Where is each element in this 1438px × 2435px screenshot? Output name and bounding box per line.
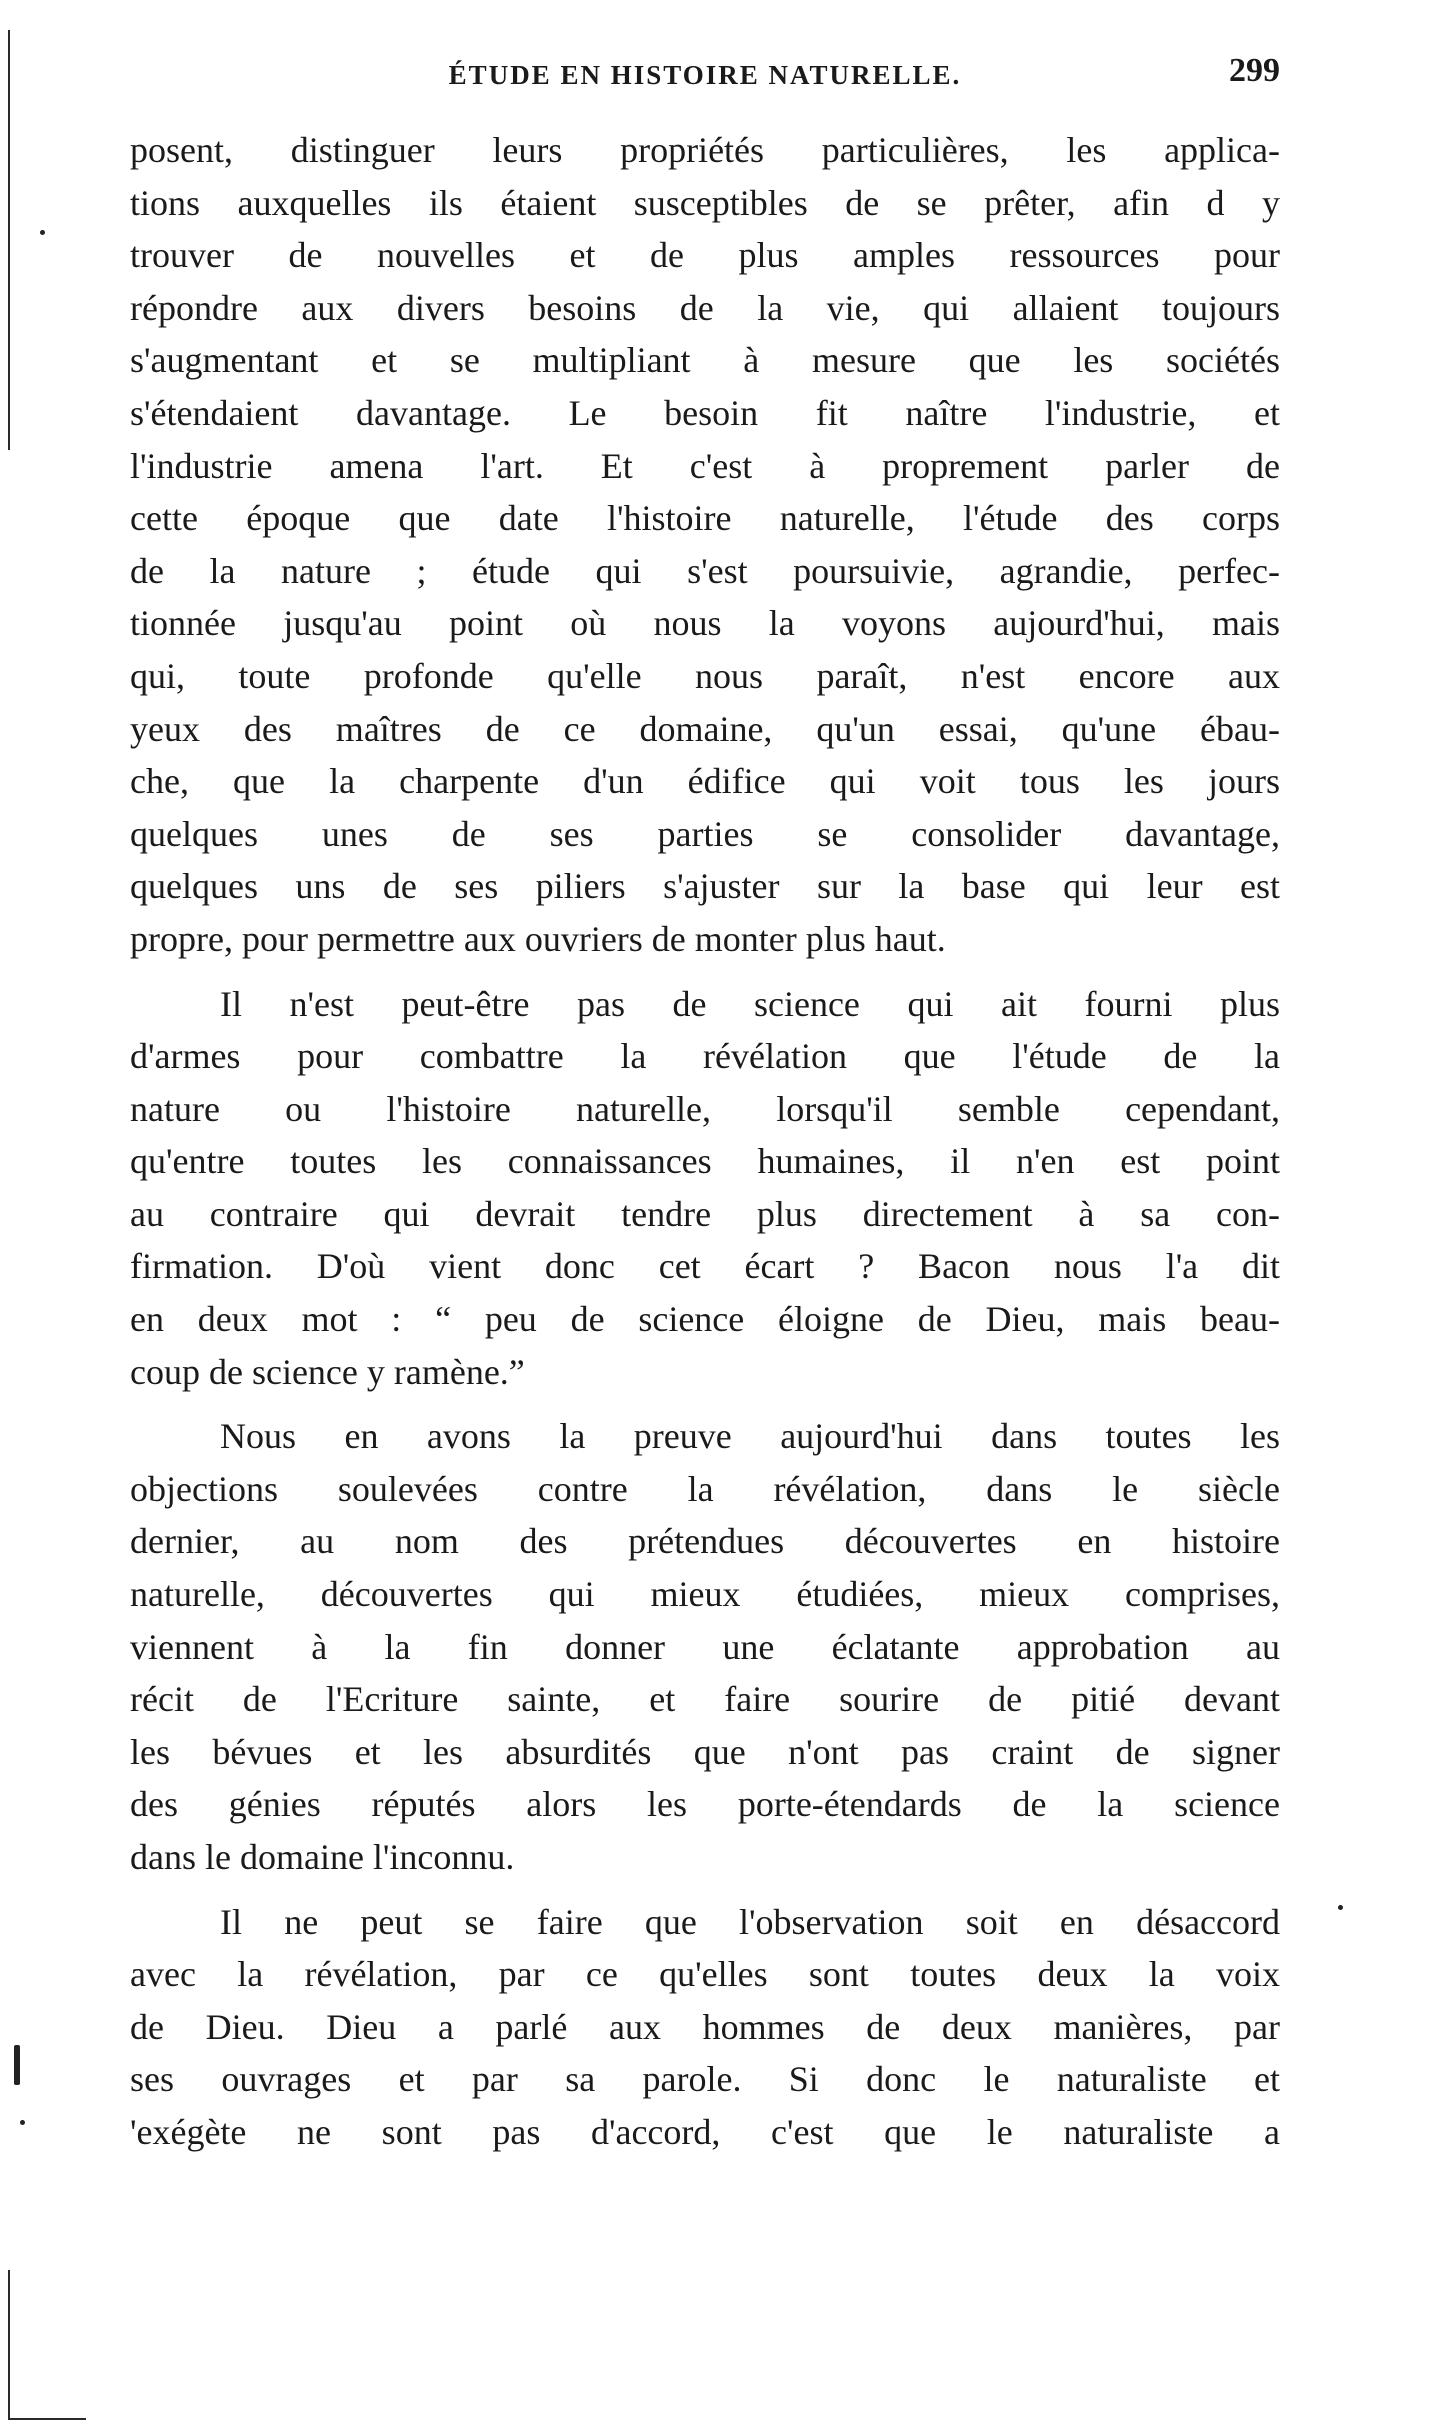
text-line: au contraire qui devrait tendre plus directement à sa con- bbox=[130, 1193, 1280, 1234]
text-line: des génies réputés alors les porte-étendards de la science bbox=[130, 1784, 1280, 1825]
text-line: dernier, au nom des prétendues découvertes en histoire bbox=[130, 1521, 1280, 1562]
text-line: nature ou l'histoire naturelle, lorsqu'il semble cependant, bbox=[130, 1088, 1280, 1129]
text-line: quelques unes de ses parties se consolider davantage, bbox=[130, 813, 1280, 854]
running-head bbox=[130, 52, 1280, 98]
text-line: s'étendaient davantage. Le besoin fit naître l'industrie, et bbox=[130, 392, 1280, 433]
scan-margin-line bbox=[8, 30, 10, 450]
paragraph-4 bbox=[130, 1896, 1280, 2159]
text-line: ses ouvrages et par sa parole. Si donc le naturaliste et bbox=[130, 2059, 1280, 2100]
text-line: en deux mot : “ peu de science éloigne de Dieu, mais beau- bbox=[130, 1299, 1280, 1340]
text-line: de Dieu. Dieu a parlé aux hommes de deux manières, par bbox=[130, 2006, 1280, 2047]
text-line: firmation. D'où vient donc cet écart ? Bacon nous l'a dit bbox=[130, 1246, 1280, 1287]
scan-margin-line-bottom bbox=[8, 2270, 10, 2420]
text-line: yeux des maîtres de ce domaine, qu'un essai, qu'une ébau- bbox=[130, 708, 1280, 749]
paragraph-2 bbox=[130, 978, 1280, 1399]
text-line: propre, pour permettre aux ouvriers de monter plus haut. bbox=[130, 918, 946, 959]
paragraph-3 bbox=[130, 1410, 1280, 1883]
text-line: répondre aux divers besoins de la vie, qui allaient toujours bbox=[130, 287, 1280, 328]
text-line: coup de science y ramène.” bbox=[130, 1351, 525, 1392]
page-number: 299 bbox=[1229, 52, 1280, 89]
text-line: d'armes pour combattre la révélation que l'étude de la bbox=[130, 1036, 1280, 1077]
text-line: l'industrie amena l'art. Et c'est à proprement parler de bbox=[130, 445, 1280, 486]
running-title: ÉTUDE EN HISTOIRE NATURELLE. bbox=[448, 60, 962, 90]
text-line: trouver de nouvelles et de plus amples ressources pour bbox=[130, 235, 1280, 276]
text-line: tionnée jusqu'au point où nous la voyons aujourd'hui, mais bbox=[130, 603, 1280, 644]
text-line: cette époque que date l'histoire naturelle, l'étude des corps bbox=[130, 498, 1280, 539]
paragraph-1 bbox=[130, 124, 1280, 966]
text-line: dans le domaine l'inconnu. bbox=[130, 1837, 515, 1877]
text-line: Il ne peut se faire que l'observation soit en désaccord bbox=[220, 1901, 1280, 1942]
text-line: 'exégète ne sont pas d'accord, c'est que le naturaliste a bbox=[130, 2111, 1280, 2152]
text-line: naturelle, découvertes qui mieux étudiées, mieux comprises, bbox=[130, 1574, 1280, 1615]
scan-speck bbox=[14, 2045, 20, 2085]
text-line: s'augmentant et se multipliant à mesure que les sociétés bbox=[130, 340, 1280, 381]
text-line: che, que la charpente d'un édifice qui voit tous les jours bbox=[130, 761, 1280, 802]
text-line: viennent à la fin donner une éclatante approbation au bbox=[130, 1626, 1280, 1667]
body-text bbox=[130, 124, 1280, 2159]
text-line: qu'entre toutes les connaissances humaines, il n'en est point bbox=[130, 1141, 1280, 1182]
text-line: de la nature ; étude qui s'est poursuivie, agrandie, perfec- bbox=[130, 550, 1280, 591]
text-line: quelques uns de ses piliers s'ajuster sur la base qui leur est bbox=[130, 866, 1280, 907]
text-line: Nous en avons la preuve aujourd'hui dans toutes les bbox=[220, 1416, 1280, 1457]
scan-speck bbox=[1338, 1905, 1343, 1910]
text-line: les bévues et les absurdités que n'ont pas craint de signer bbox=[130, 1731, 1280, 1772]
text-line: avec la révélation, par ce qu'elles sont toutes deux la voix bbox=[130, 1954, 1280, 1995]
text-line: posent, distinguer leurs propriétés particulières, les applica- bbox=[130, 130, 1280, 170]
text-line: récit de l'Ecriture sainte, et faire sourire de pitié devant bbox=[130, 1679, 1280, 1720]
scan-margin-foot bbox=[8, 2418, 86, 2420]
text-line: tions auxquelles ils étaient susceptibles de se prêter, afin d y bbox=[130, 182, 1280, 223]
text-line: qui, toute profonde qu'elle nous paraît, n'est encore aux bbox=[130, 655, 1280, 696]
text-line: Il n'est peut-être pas de science qui ait fourni plus bbox=[220, 983, 1280, 1024]
text-line: objections soulevées contre la révélation, dans le siècle bbox=[130, 1468, 1280, 1509]
scan-speck bbox=[20, 2120, 25, 2125]
scan-speck bbox=[40, 230, 45, 235]
